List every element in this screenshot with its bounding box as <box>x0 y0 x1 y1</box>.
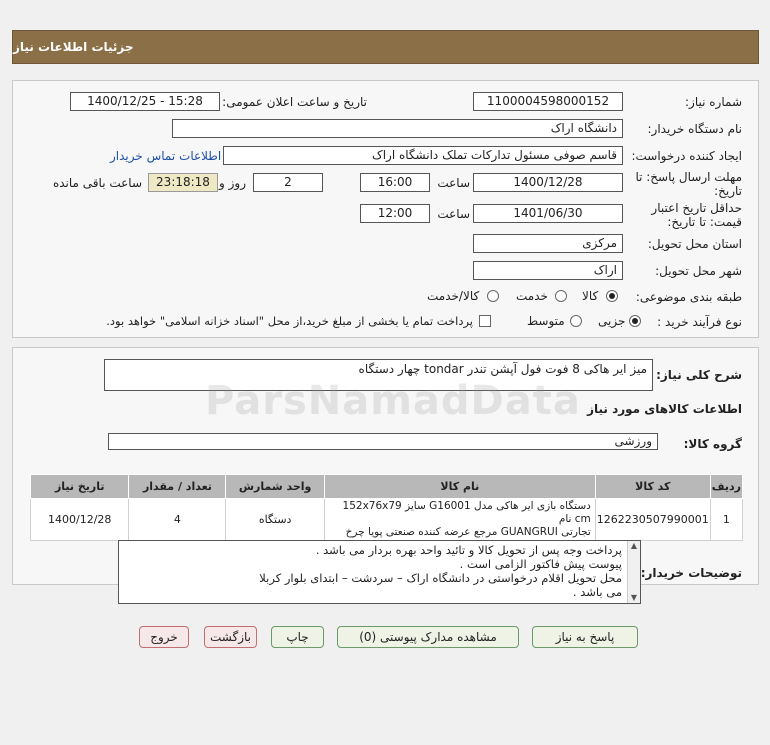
buyer-notes-label: توضیحات خریدار: <box>640 566 742 580</box>
goods-info-title: اطلاعات کالاهای مورد نیاز <box>587 402 742 416</box>
back-button[interactable]: بازگشت <box>204 626 257 648</box>
reply-deadline-label-2: تاریخ: <box>714 184 742 198</box>
remaining-time-field: 23:18:18 <box>148 173 218 192</box>
exit-button[interactable]: خروج <box>139 626 189 648</box>
need-number-field: 1100004598000152 <box>473 92 623 111</box>
province-field: مرکزی <box>473 234 623 253</box>
cell-row: 1 <box>710 499 742 541</box>
category-radio-service[interactable] <box>555 290 567 302</box>
goods-group-label: گروه کالا: <box>683 437 742 451</box>
buyer-field: دانشگاه اراک <box>172 119 623 138</box>
remaining-label: ساعت باقی مانده <box>52 176 142 190</box>
days-field: 2 <box>253 173 323 192</box>
cell-date: 1400/12/28 <box>31 499 129 541</box>
process-option-minor: جزیی <box>598 314 626 328</box>
announce-field: 1400/12/25 - 15:28 <box>70 92 220 111</box>
buyer-notes-box[interactable] <box>118 540 641 604</box>
cell-name-line1: دستگاه بازی ایر هاکی مدل G16001 سایز 152x76x79 cm نام <box>342 500 591 525</box>
cell-name <box>324 499 595 541</box>
cell-name-line2: تجارتی GUANGRUI مرجع عرضه کننده صنعتی پویا چرخ <box>345 526 591 538</box>
validity-label: حداقل تاریخ اعتبار <box>651 201 742 215</box>
reply-time-label: ساعت <box>437 176 470 190</box>
category-option-goods-service: کالا/خدمت <box>427 289 480 303</box>
city-field: اراک <box>473 261 623 280</box>
validity-time-field: 12:00 <box>360 204 430 223</box>
items-table-header-row <box>31 475 743 499</box>
summary-label: شرح کلی نیاز: <box>656 368 742 382</box>
announce-label: تاریخ و ساعت اعلان عمومی: <box>222 95 367 109</box>
buyer-notes-line: پرداخت وجه پس از تحویل کالا و تائید واحد بهره بردار می باشد . <box>315 543 622 557</box>
process-option-medium: متوسط <box>527 314 565 328</box>
category-option-goods: کالا <box>582 289 599 303</box>
creator-label: ایجاد کننده درخواست: <box>631 149 742 163</box>
print-button[interactable]: چاپ <box>271 626 324 648</box>
category-option-service: خدمت <box>516 289 548 303</box>
scroll-up-icon[interactable]: ▲ <box>630 541 638 550</box>
buyer-contact-link[interactable]: اطلاعات تماس خریدار <box>110 149 222 163</box>
goods-group-field: ورزشی <box>108 433 658 450</box>
reply-button[interactable]: پاسخ به نیاز <box>532 626 638 648</box>
category-radio-goods[interactable] <box>606 290 618 302</box>
city-label: شهر محل تحویل: <box>655 264 742 278</box>
scroll-down-icon[interactable]: ▼ <box>630 593 638 602</box>
col-header-name: نام کالا <box>324 475 595 499</box>
cell-unit: دستگاه <box>226 499 324 541</box>
page-header <box>12 30 759 64</box>
validity-time-label: ساعت <box>437 207 470 221</box>
buyer-notes-line: پیوست پیش فاکتور الزامی است . <box>459 557 622 571</box>
validity-label-2: قیمت: تا تاریخ: <box>667 215 742 229</box>
buyer-label: نام دستگاه خریدار: <box>647 122 742 136</box>
items-table <box>30 474 743 541</box>
buyer-notes-line: می باشد . <box>572 585 622 599</box>
creator-field: قاسم صوفی مسئول تدارکات تملک دانشگاه اراک <box>223 146 623 165</box>
col-header-date: تاریخ نیاز <box>31 475 129 499</box>
col-header-unit: واحد شمارش <box>226 475 324 499</box>
buyer-notes-scrollbar[interactable] <box>627 541 640 603</box>
cell-code: 1262230507990001 <box>595 499 710 541</box>
table-row <box>31 499 743 541</box>
process-radio-medium[interactable] <box>570 315 582 327</box>
reply-date-field: 1400/12/28 <box>473 173 623 192</box>
watermark-logo: ParsNamadData <box>205 378 581 424</box>
need-number-label: شماره نیاز: <box>685 95 742 109</box>
days-label: روز و <box>219 176 246 190</box>
reply-time-field: 16:00 <box>360 173 430 192</box>
cell-qty: 4 <box>129 499 226 541</box>
validity-date-field: 1401/06/30 <box>473 204 623 223</box>
col-header-row: ردیف <box>710 475 742 499</box>
category-radio-goods-service[interactable] <box>487 290 499 302</box>
buyer-notes-line: محل تحویل اقلام درخواستی در دانشگاه اراک – سردشت – ابتدای بلوار کربلا <box>259 571 622 585</box>
treasury-note: پرداخت تمام یا بخشی از مبلغ خرید،از محل "اسناد خزانه اسلامی" خواهد بود. <box>106 314 473 328</box>
col-header-qty: تعداد / مقدار <box>129 475 226 499</box>
reply-deadline-label: مهلت ارسال پاسخ: تا <box>635 170 742 184</box>
category-label: طبقه بندی موضوعی: <box>635 290 742 304</box>
process-radio-minor[interactable] <box>629 315 641 327</box>
summary-field: میز ایر هاکی 8 فوت فول آپشن تندر tondar چهار دستگاه <box>104 359 653 391</box>
treasury-checkbox[interactable] <box>479 315 491 327</box>
province-label: استان محل تحویل: <box>647 237 742 251</box>
page-title: جزئیات اطلاعات نیاز <box>13 40 134 54</box>
process-label: نوع فرآیند خرید : <box>657 315 742 329</box>
attachments-button[interactable]: مشاهده مدارک پیوستی (0) <box>337 626 519 648</box>
col-header-code: کد کالا <box>595 475 710 499</box>
